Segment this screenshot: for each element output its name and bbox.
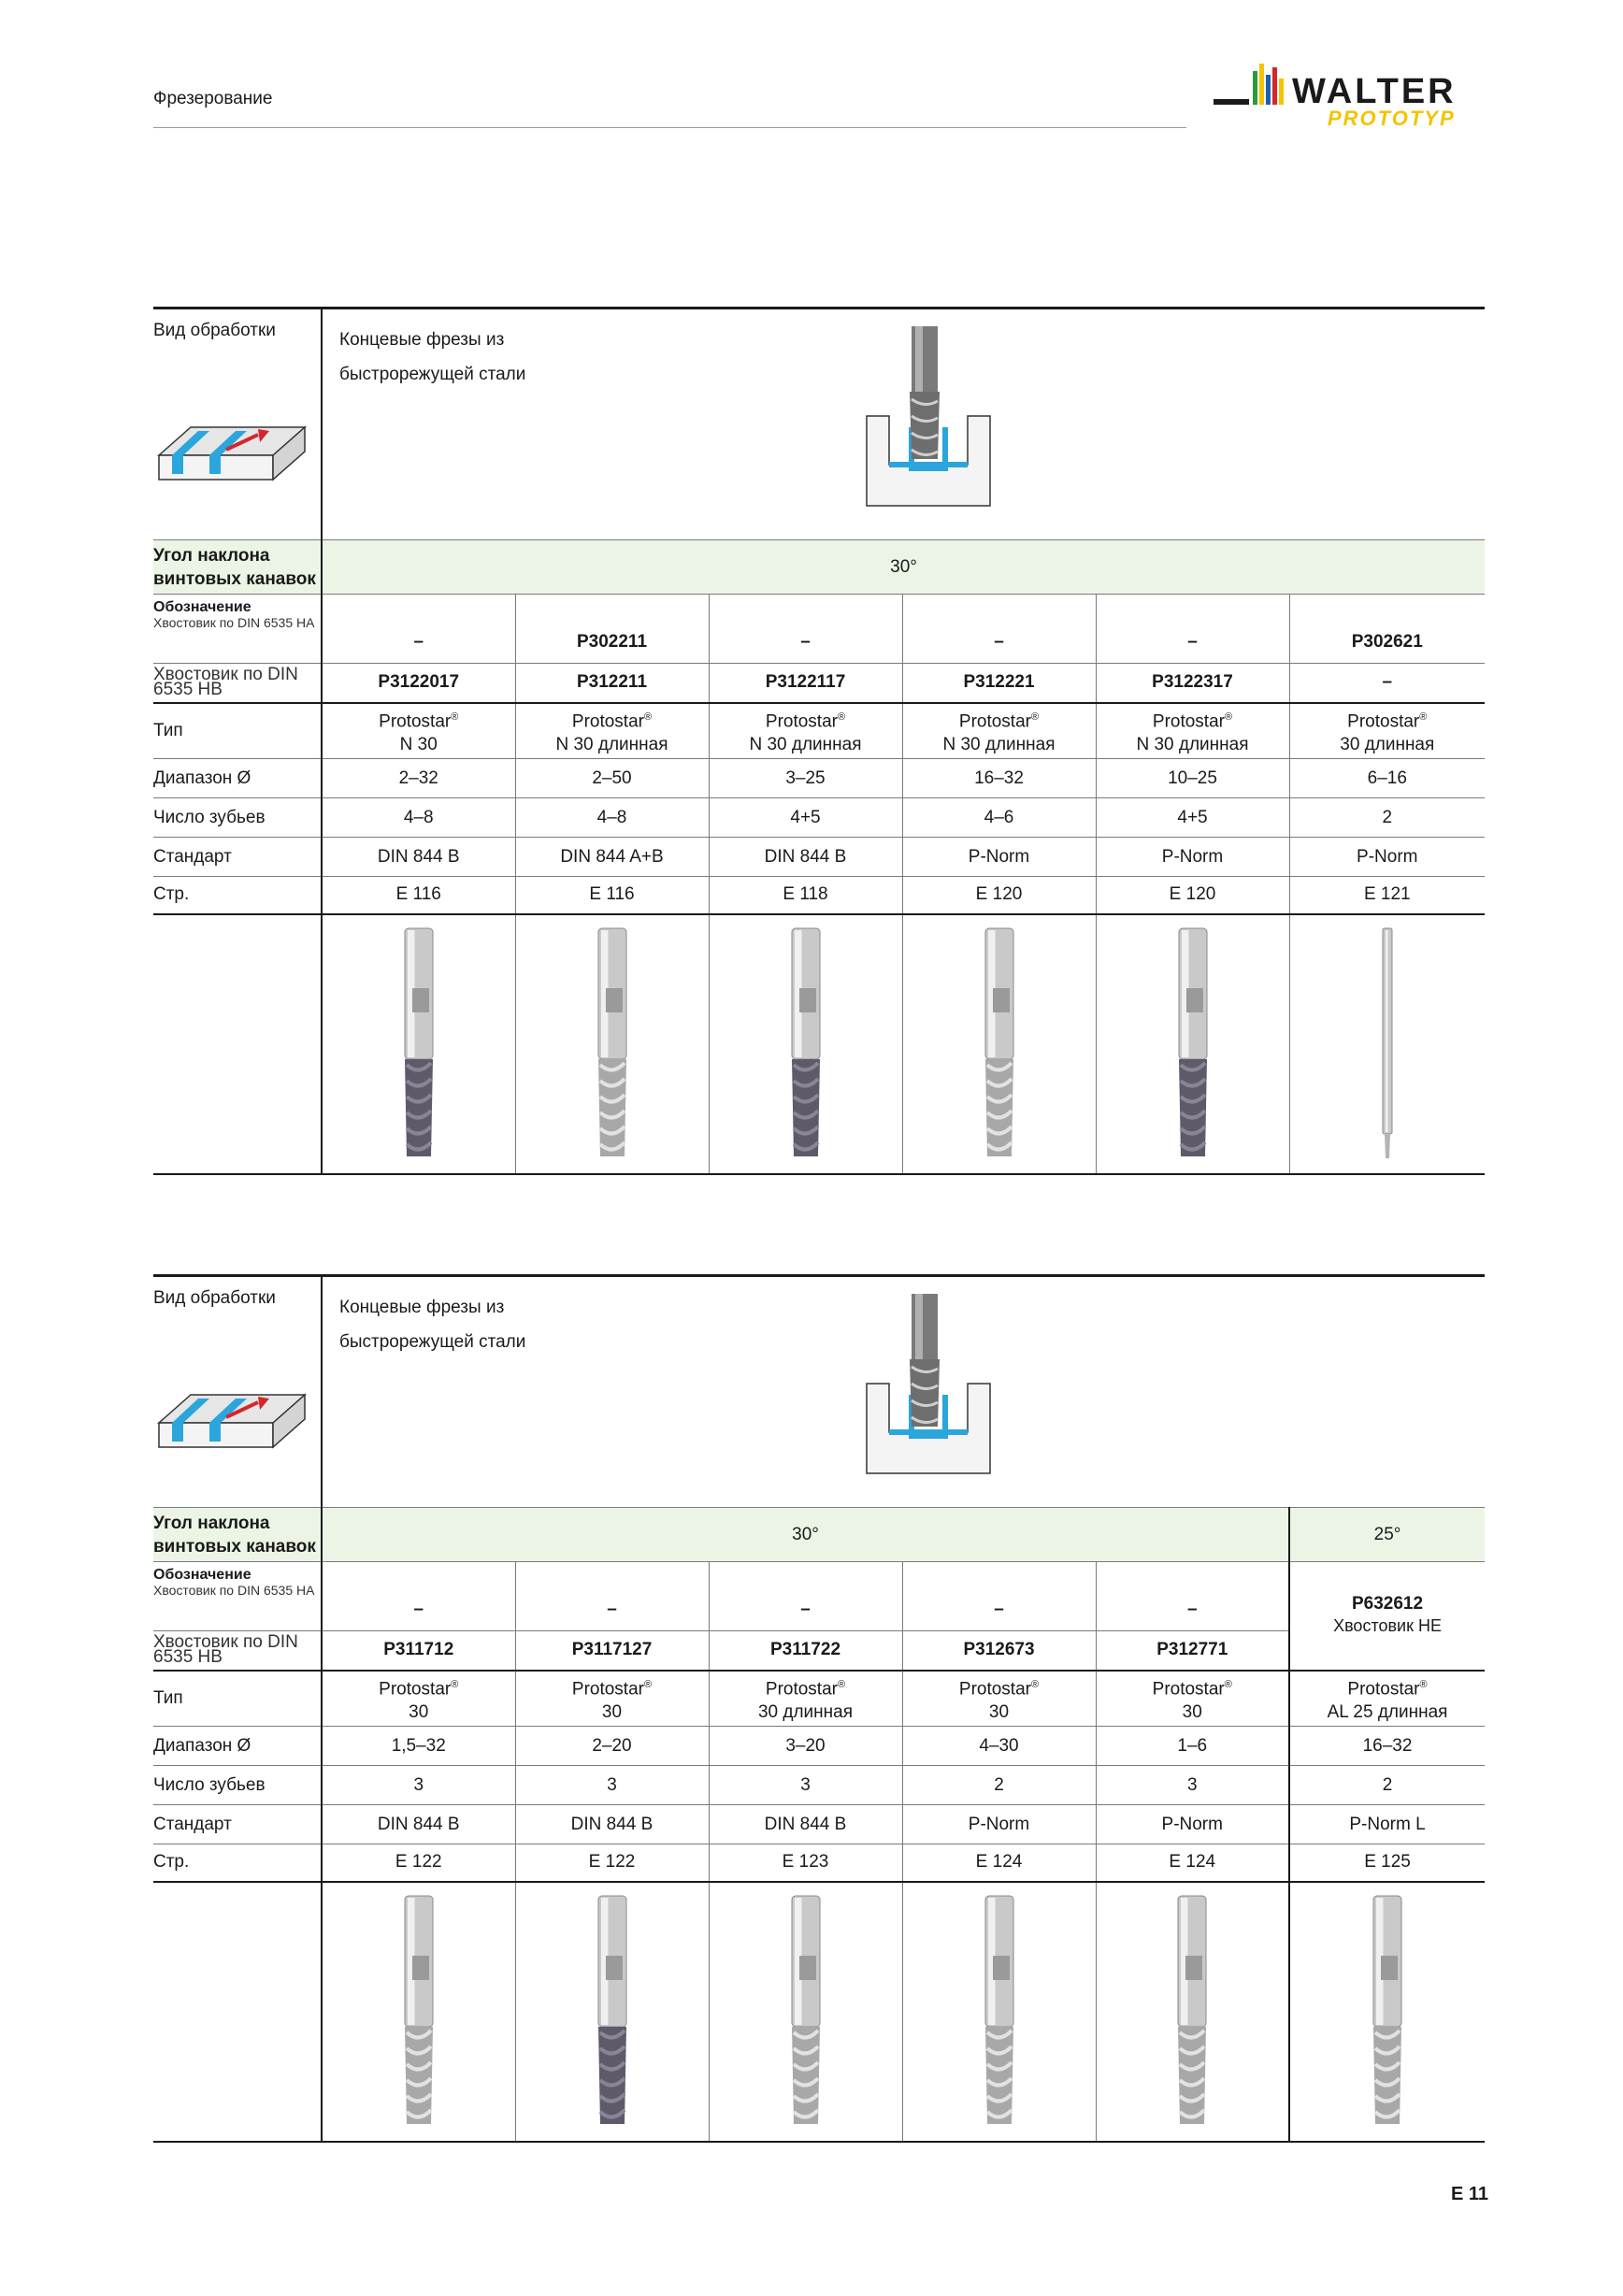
type-variant: N 30 длинная	[942, 734, 1056, 754]
tool-image	[322, 914, 515, 1174]
helix-angle: 30°	[322, 1508, 1289, 1562]
type-cell: Protostar® 30	[515, 1671, 709, 1727]
ha-code: –	[1096, 1562, 1289, 1631]
range-value: 1,5–32	[322, 1727, 515, 1766]
standard-value: DIN 844 A+B	[515, 838, 709, 877]
table-2-title-cell	[322, 1276, 1485, 1508]
type-variant: N 30	[399, 734, 438, 754]
end-mill-icon	[584, 923, 640, 1166]
type-series: Protostar	[1347, 710, 1420, 731]
shank-hb-label: Хвостовик по DIN 6535 HB	[153, 664, 322, 703]
ha-code: –	[322, 1562, 515, 1631]
section-title: Фрезерование	[153, 89, 273, 108]
range-value: 16–32	[902, 759, 1096, 798]
standard-value: P-Norm	[1096, 1805, 1289, 1844]
type-variant: 30	[1182, 1701, 1202, 1722]
shank-hb-label: Хвостовик по DIN 6535 HB	[153, 1631, 322, 1671]
teeth-label: Число зубьев	[153, 1766, 322, 1805]
ha-code: –	[902, 1562, 1096, 1631]
teeth-value: 2	[1289, 1766, 1485, 1805]
helix-angle: 25°	[1289, 1508, 1485, 1562]
tool-image	[1289, 914, 1485, 1174]
operation-cell	[153, 309, 322, 540]
page-ref: E 120	[902, 877, 1096, 914]
range-value: 2–32	[322, 759, 515, 798]
range-value: 10–25	[1096, 759, 1289, 798]
end-mill-icon	[1165, 923, 1221, 1166]
type-series: Protostar	[379, 710, 452, 731]
type-series: Protostar	[571, 710, 644, 731]
tool-image	[709, 1882, 902, 2142]
walter-prototyp-logo	[1214, 58, 1490, 133]
teeth-value: 4+5	[709, 798, 902, 838]
ha-code: P302621	[1289, 595, 1485, 664]
tool-image	[1096, 914, 1289, 1174]
teeth-value: 4–8	[515, 798, 709, 838]
table-1-title: Концевые фрезы из быстрорежущей стали	[339, 330, 526, 384]
page-number: E 11	[1451, 2184, 1489, 2204]
product-table-2	[153, 1274, 1485, 2143]
end-mill-icon	[1359, 923, 1415, 1166]
type-series: Protostar	[1152, 1678, 1225, 1699]
type-series: Protostar	[958, 710, 1031, 731]
hb-code: –	[1289, 664, 1485, 703]
merged-code-cell	[1289, 1562, 1485, 1671]
standard-value: P-Norm	[1096, 838, 1289, 877]
page-ref: E 116	[515, 877, 709, 914]
ha-code: –	[1096, 595, 1289, 664]
standard-label: Стандарт	[153, 838, 322, 877]
table-1-title-cell	[322, 309, 1485, 540]
type-cell: Protostar® 30	[322, 1671, 515, 1727]
type-variant: 30 длинная	[757, 1701, 854, 1722]
hb-code: P3122317	[1096, 664, 1289, 703]
tool-image	[1289, 1882, 1485, 2142]
range-label: Диапазон Ø	[153, 759, 322, 798]
standard-value: DIN 844 B	[322, 1805, 515, 1844]
type-variant: 30 длинная	[1340, 734, 1435, 754]
hb-code: P312211	[515, 664, 709, 703]
end-mill-icon	[778, 923, 834, 1166]
hb-code: P311722	[709, 1631, 902, 1671]
ha-code: –	[322, 595, 515, 664]
end-mill-icon	[971, 923, 1027, 1166]
end-mill-icon	[1359, 1890, 1415, 2133]
type-cell: Protostar® N 30	[322, 703, 515, 759]
type-series: Protostar	[958, 1678, 1031, 1699]
hb-code: P312673	[902, 1631, 1096, 1671]
teeth-value: 3	[709, 1766, 902, 1805]
standard-value: P-Norm L	[1289, 1805, 1485, 1844]
range-label: Диапазон Ø	[153, 1727, 322, 1766]
tool-image	[902, 914, 1096, 1174]
teeth-value: 4–6	[902, 798, 1096, 838]
merged-code-note: Хвостовик HE	[1333, 1615, 1442, 1635]
teeth-value: 3	[515, 1766, 709, 1805]
range-value: 3–20	[709, 1727, 902, 1766]
merged-code: P632612	[1351, 1593, 1424, 1614]
operation-label: Вид обработки	[153, 321, 276, 340]
page-ref: E 125	[1289, 1844, 1485, 1882]
slot-milling-diagram-icon	[863, 1290, 994, 1489]
range-value: 3–25	[709, 759, 902, 798]
helix-label: Угол наклона винтовых канавок	[153, 1508, 322, 1562]
hb-code: P3117127	[515, 1631, 709, 1671]
type-variant: 30	[601, 1701, 623, 1722]
designation-cell	[153, 595, 322, 664]
type-variant: 30	[409, 1701, 429, 1722]
standard-value: P-Norm	[1289, 838, 1485, 877]
type-variant: N 30 длинная	[1136, 734, 1249, 754]
standard-label: Стандарт	[153, 1805, 322, 1844]
ha-code: –	[515, 1562, 709, 1631]
header-divider	[153, 127, 1186, 128]
teeth-value: 2	[1289, 798, 1485, 838]
tool-image	[515, 1882, 709, 2142]
shank-ha-label: Хвостовик по DIN 6535 HA	[153, 1583, 315, 1598]
end-mill-icon	[391, 923, 447, 1166]
page-ref: E 122	[515, 1844, 709, 1882]
end-mill-icon	[1164, 1890, 1220, 2133]
type-cell: Protostar® 30 длинная	[1289, 703, 1485, 759]
ha-code: P302211	[515, 595, 709, 664]
slot-operation-icon	[153, 1385, 321, 1458]
type-cell: Protostar® 30	[902, 1671, 1096, 1727]
logo-brand-text: WALTER	[1292, 72, 1457, 111]
type-label: Тип	[153, 703, 322, 759]
end-mill-icon	[971, 1890, 1027, 2133]
range-value: 6–16	[1289, 759, 1485, 798]
slot-milling-diagram-icon	[863, 323, 994, 522]
designation-cell	[153, 1562, 322, 1631]
shank-ha-label: Хвостовик по DIN 6535 HA	[153, 615, 315, 630]
page-ref: E 122	[322, 1844, 515, 1882]
type-series: Protostar	[571, 1678, 644, 1699]
designation-label: Обозначение	[153, 1567, 251, 1583]
teeth-label: Число зубьев	[153, 798, 322, 838]
slot-operation-icon	[153, 418, 321, 491]
tool-image	[515, 914, 709, 1174]
helix-angle: 30°	[322, 540, 1485, 595]
page-label: Стр.	[153, 1844, 322, 1882]
ha-code: –	[709, 595, 902, 664]
range-value: 4–30	[902, 1727, 1096, 1766]
ha-code: –	[902, 595, 1096, 664]
operation-cell	[153, 1276, 322, 1508]
operation-label: Вид обработки	[153, 1288, 276, 1308]
type-series: Protostar	[765, 1678, 838, 1699]
type-variant: N 30 длинная	[555, 734, 668, 754]
page-ref: E 124	[1096, 1844, 1289, 1882]
hb-code: P3122017	[322, 664, 515, 703]
standard-value: DIN 844 B	[709, 838, 902, 877]
standard-value: P-Norm	[902, 1805, 1096, 1844]
page-ref: E 124	[902, 1844, 1096, 1882]
page-ref: E 116	[322, 877, 515, 914]
range-value: 2–50	[515, 759, 709, 798]
end-mill-icon	[391, 1890, 447, 2133]
type-series: Protostar	[379, 1678, 452, 1699]
type-series: Protostar	[765, 710, 838, 731]
type-cell: Protostar® 30	[1096, 1671, 1289, 1727]
type-cell: Protostar® 30 длинная	[709, 1671, 902, 1727]
page-ref: E 121	[1289, 877, 1485, 914]
teeth-value: 4+5	[1096, 798, 1289, 838]
teeth-value: 2	[902, 1766, 1096, 1805]
tool-image	[709, 914, 902, 1174]
hb-code: P312771	[1096, 1631, 1289, 1671]
teeth-value: 3	[322, 1766, 515, 1805]
standard-value: P-Norm	[902, 838, 1096, 877]
helix-label: Угол наклона винтовых канавок	[153, 540, 322, 595]
type-series: Protostar	[1152, 710, 1225, 731]
standard-value: DIN 844 B	[322, 838, 515, 877]
hb-code: P311712	[322, 1631, 515, 1671]
type-cell: Protostar® N 30 длинная	[902, 703, 1096, 759]
table-2-title: Концевые фрезы из быстрорежущей стали	[339, 1298, 526, 1352]
tool-image	[322, 1882, 515, 2142]
teeth-value: 4–8	[322, 798, 515, 838]
designation-label: Обозначение	[153, 599, 251, 615]
tool-image	[1096, 1882, 1289, 2142]
type-label: Тип	[153, 1671, 322, 1727]
type-cell: Protostar® AL 25 длинная	[1289, 1671, 1485, 1727]
tool-image	[902, 1882, 1096, 2142]
hb-code: P3122117	[709, 664, 902, 703]
hb-code: P312221	[902, 664, 1096, 703]
page-ref: E 118	[709, 877, 902, 914]
end-mill-icon	[778, 1890, 834, 2133]
type-variant: 30	[988, 1701, 1010, 1722]
walter-logo-icon	[1214, 58, 1490, 133]
type-variant: N 30 длинная	[749, 734, 862, 754]
page-ref: E 123	[709, 1844, 902, 1882]
standard-value: DIN 844 B	[515, 1805, 709, 1844]
type-cell: Protostar® N 30 длинная	[709, 703, 902, 759]
range-value: 1–6	[1096, 1727, 1289, 1766]
product-table-1	[153, 307, 1485, 1175]
standard-value: DIN 844 B	[709, 1805, 902, 1844]
type-variant: AL 25 длинная	[1327, 1701, 1448, 1722]
range-value: 2–20	[515, 1727, 709, 1766]
page-ref: E 120	[1096, 877, 1289, 914]
logo-subbrand-text: PROTOTYP	[1328, 107, 1456, 130]
type-cell: Protostar® N 30 длинная	[515, 703, 709, 759]
page-label: Стр.	[153, 877, 322, 914]
end-mill-icon	[584, 1890, 640, 2133]
teeth-value: 3	[1096, 1766, 1289, 1805]
range-value: 16–32	[1289, 1727, 1485, 1766]
ha-code: –	[709, 1562, 902, 1631]
type-series: Protostar	[1347, 1678, 1420, 1699]
type-cell: Protostar® N 30 длинная	[1096, 703, 1289, 759]
